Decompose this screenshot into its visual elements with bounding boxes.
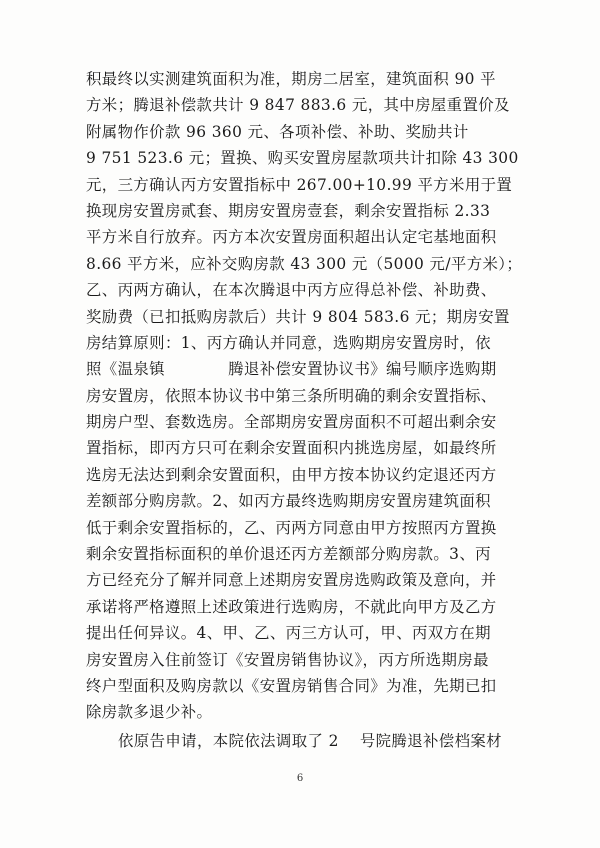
text-line: 提出任何异议。4、甲、乙、丙三方认可，甲、丙双方在期 <box>86 624 491 643</box>
text-line: 换现房安置房贰套、期房安置房壹套，剩余安置指标 2.33 <box>86 201 491 220</box>
second-paragraph <box>86 728 531 754</box>
text-line: 承诺将严格遵照上述政策进行选购房，不就此向甲方及乙方 <box>86 597 497 616</box>
text-line: 平方米自行放弃。丙方本次安置房面积超出认定宅基地面积 <box>86 228 497 247</box>
text-line: 9 751 523.6 元；置换、购买安置房屋款项共计扣除 43 300 <box>86 149 519 168</box>
text-line: 照《温泉镇 腾退补偿安置协议书》编号顺序选购期 <box>86 360 497 379</box>
text-line: 差额部分购房款。2、如丙方最终选购期房安置房建筑面积 <box>86 492 491 511</box>
text-line: 置指标，即丙方只可在剩余安置面积内挑选房屋，如最终所 <box>86 439 497 458</box>
text-line: 剩余安置指标面积的单价退还丙方差额部分购房款。3、丙 <box>86 545 491 564</box>
text-line: 元，三方确认丙方安置指标中 267.00+10.99 平方米用于置 <box>86 175 513 194</box>
text-line: 除房款多退少补。 <box>86 703 213 722</box>
text-line: 房安置房，依照本协议书中第三条所明确的剩余安置指标、 <box>86 386 497 405</box>
paragraph-body <box>86 66 531 726</box>
text-line: 房结算原则：1、丙方确认并同意，选购期房安置房时，依 <box>86 333 491 352</box>
text-line: 方米；腾退补偿款共计 9 847 883.6 元，其中房屋重置价及 <box>86 96 510 115</box>
text-line: 低于剩余安置指标的，乙、丙两方同意由甲方按照丙方置换 <box>86 518 497 537</box>
text-line: 积最终以实测建筑面积为准，期房二居室，建筑面积 90 平 <box>86 70 496 88</box>
text-line: 房安置房入住前签订《安置房销售协议》，丙方所选期房最 <box>86 650 489 669</box>
text-line: 期房户型、套数选房。全部期房安置房面积不可超出剩余安 <box>86 413 497 432</box>
text-line: 附属物作价款 96 360 元、各项补偿、补助、奖励共计 <box>86 122 469 141</box>
text-line: 奖励费（已扣抵购房款后）共计 9 804 583.6 元；期房安置 <box>86 307 510 326</box>
text-line: 终户型面积及购房款以《安置房销售合同》为准，先期已扣 <box>86 676 497 695</box>
page-number: 6 <box>296 773 304 784</box>
text-line: 方已经充分了解并同意上述期房安置房选购政策及意向，并 <box>86 571 497 590</box>
text-line: 依原告申请，本院依法调取了 2 号院腾退补偿档案材 <box>118 732 502 750</box>
text-line: 乙、丙两方确认，在本次腾退中丙方应得总补偿、补助费、 <box>86 281 497 300</box>
text-line: 8.66 平方米，应补交购房款 43 300 元（5000 元/平方米）； <box>86 254 523 273</box>
text-line: 选房无法达到剩余安置面积，由甲方按本协议约定退还丙方 <box>86 465 497 484</box>
